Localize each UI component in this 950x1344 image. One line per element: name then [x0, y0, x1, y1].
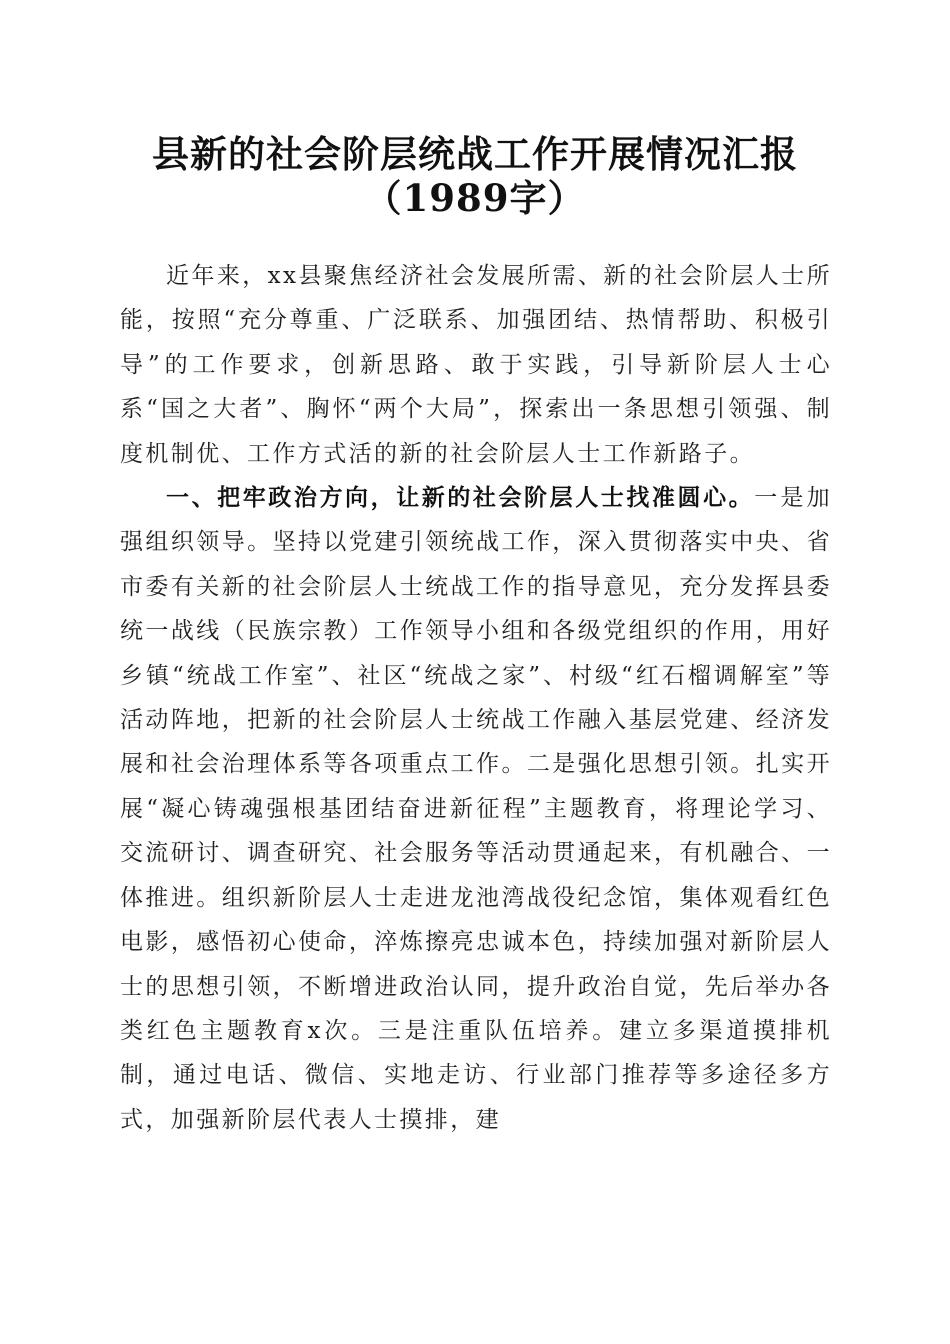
- document-body: [120, 254, 832, 1142]
- intro-paragraph: 近年来，xx县聚焦经济社会发展所需、新的社会阶层人士所能，按照“充分尊重、广泛联系、加强团结、热情帮助、积极引导”的工作要求，创新思路、敢于实践，引导新阶层人士心系“国之大者”、胸怀“两个大局”，探索出一条思想引领强、制度机制优、工作方式活的新的社会阶层人士工作新路子。: [120, 263, 832, 467]
- document-title: 县新的社会阶层统战工作开展情况汇报（1989字）: [152, 132, 798, 220]
- section-1-body: 一是加强组织领导。坚持以党建引领统战工作，深入贯彻落实中央、省市委有关新的社会阶层人士统战工作的指导意见，充分发挥县委统一战线（民族宗教）工作领导小组和各级党组织的作用，用好乡镇“统战工作室”、社区“统战之家”、村级“红石榴调解室”等活动阵地，把新的社会阶层人士统战工作融入基层党建、经济发展和社会治理体系等各项重点工作。二是强化思想引领。扎实开展“凝心铸魂强根基团结奋进新征程”主题教育，将理论学习、交流研讨、调查研究、社会服务等活动贯通起来，有机融合、一体推进。组织新阶层人士走进龙池湾战役纪念馆，集体观看红色电影，感悟初心使命，淬炼擦亮忠诚本色，持续加强对新阶层人士的思想引领，不断增进政治认同，提升政治自觉，先后举办各类红色主题教育x次。三是注重队伍培养。建立多渠道摸排机制，通过电话、微信、实地走访、行业部门推荐等多途径多方式，加强新阶层代表人士摸排，建: [120, 485, 833, 1133]
- section-1-heading: 一、把牢政治方向，让新的社会阶层人士找准圆心。: [166, 485, 755, 512]
- section-1-paragraph: [120, 476, 832, 1142]
